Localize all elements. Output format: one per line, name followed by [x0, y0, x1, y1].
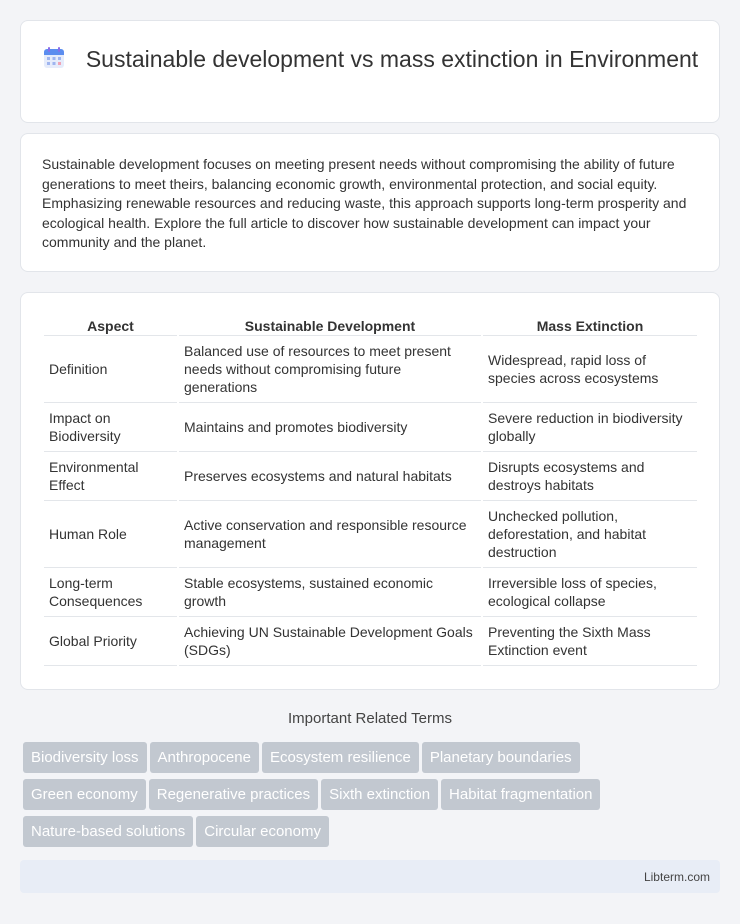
- term-tag[interactable]: Green economy: [23, 779, 146, 810]
- page-title: [21, 45, 719, 74]
- cell-extinction: Widespread, rapid loss of species across ecosystems: [483, 336, 697, 403]
- term-tag[interactable]: Anthropocene: [150, 742, 259, 773]
- term-tag[interactable]: Nature-based solutions: [23, 816, 193, 847]
- column-header-extinction: Mass Extinction: [483, 315, 697, 336]
- cell-extinction: Unchecked pollution, deforestation, and habitat destruction: [483, 501, 697, 568]
- cell-aspect: Environmental Effect: [44, 452, 177, 501]
- cell-sustainable: Achieving UN Sustainable Development Goals (SDGs): [179, 617, 481, 666]
- title-card: [20, 20, 720, 123]
- cell-extinction: Disrupts ecosystems and destroys habitats: [483, 452, 697, 501]
- page-title-text: Sustainable development vs mass extinction in Environment: [85, 46, 699, 72]
- cell-extinction: Irreversible loss of species, ecological collapse: [483, 568, 697, 617]
- cell-aspect: Definition: [44, 336, 177, 403]
- term-tag[interactable]: Biodiversity loss: [23, 742, 147, 773]
- footer-site-link[interactable]: Libterm.com: [643, 870, 710, 884]
- table-row: [44, 452, 697, 501]
- cell-aspect: Human Role: [44, 501, 177, 568]
- cell-sustainable: Preserves ecosystems and natural habitats: [179, 452, 481, 501]
- cell-extinction: Severe reduction in biodiversity globally: [483, 403, 697, 452]
- comparison-table: [42, 315, 699, 666]
- cell-aspect: Impact on Biodiversity: [44, 403, 177, 452]
- cell-sustainable: Stable ecosystems, sustained economic growth: [179, 568, 481, 617]
- term-tag[interactable]: Regenerative practices: [149, 779, 318, 810]
- term-tag[interactable]: Habitat fragmentation: [441, 779, 600, 810]
- cell-sustainable: Active conservation and responsible resource management: [179, 501, 481, 568]
- footer: [20, 860, 720, 893]
- cell-aspect: Global Priority: [44, 617, 177, 666]
- table-header-row: [44, 315, 697, 336]
- table-row: [44, 501, 697, 568]
- term-tag[interactable]: Ecosystem resilience: [262, 742, 419, 773]
- cell-sustainable: Balanced use of resources to meet present needs without compromising future generations: [179, 336, 481, 403]
- table-row: [44, 336, 697, 403]
- cell-sustainable: Maintains and promotes biodiversity: [179, 403, 481, 452]
- term-tag[interactable]: Circular economy: [196, 816, 329, 847]
- intro-paragraph: Sustainable development focuses on meeting present needs without compromising the ability of future generations to meet theirs, balancing economic growth, environmental protection, and social equity. Emphasizing renewable resources and reducing waste, this approach supports long-term prosperity and ecological health. Explore the full article to discover how sustainable development can impact your community and the planet.: [42, 156, 687, 251]
- intro-card: [20, 133, 720, 272]
- cell-extinction: Preventing the Sixth Mass Extinction event: [483, 617, 697, 666]
- table-row: [44, 568, 697, 617]
- column-header-aspect: Aspect: [44, 315, 177, 336]
- calendar-icon: [42, 46, 66, 70]
- related-terms-heading: Important Related Terms: [288, 710, 452, 727]
- table-row: [44, 403, 697, 452]
- term-tag[interactable]: Planetary boundaries: [422, 742, 580, 773]
- cell-aspect: Long-term Consequences: [44, 568, 177, 617]
- column-header-sustainable: Sustainable Development: [179, 315, 481, 336]
- table-row: [44, 617, 697, 666]
- comparison-card: [20, 292, 720, 690]
- term-tag[interactable]: Sixth extinction: [321, 779, 438, 810]
- related-terms-list: [23, 742, 703, 853]
